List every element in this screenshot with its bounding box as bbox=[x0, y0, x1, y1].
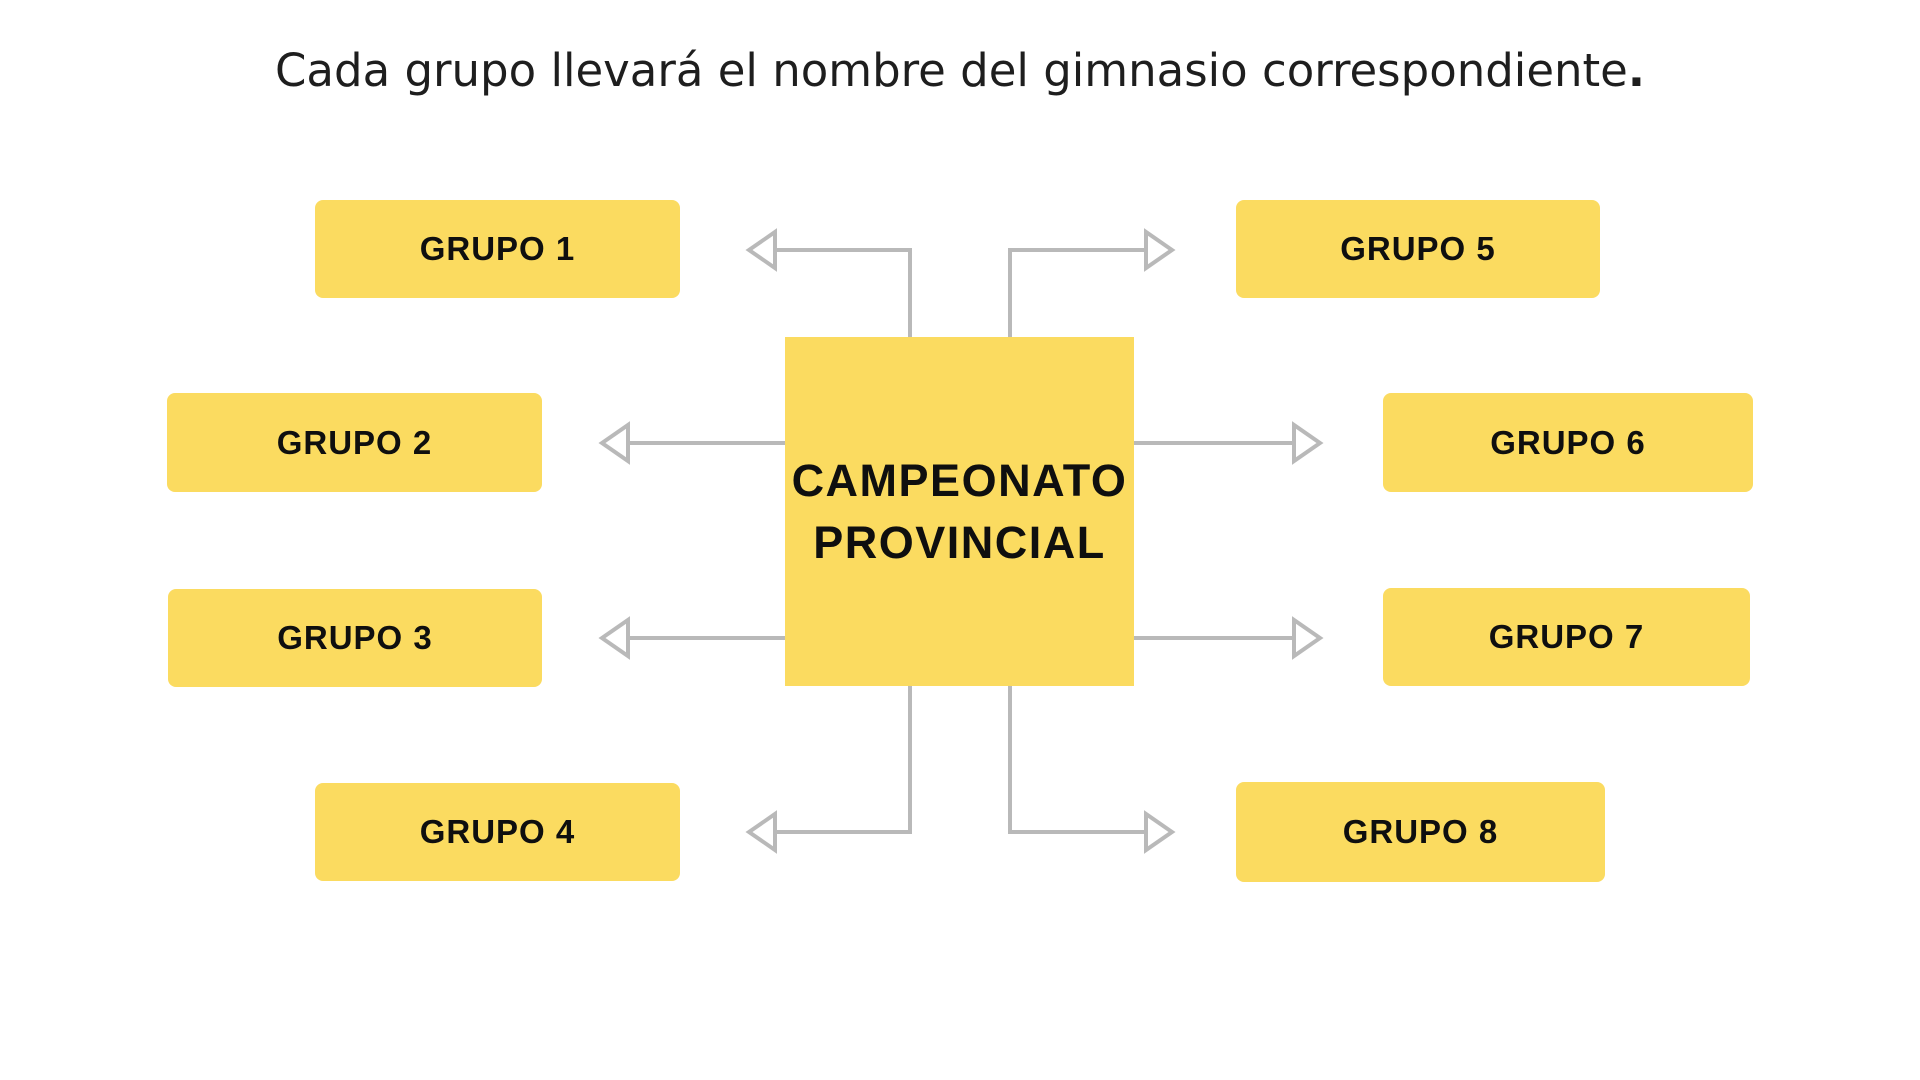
connector-grupo-3 bbox=[602, 620, 785, 656]
group-box-1-label: GRUPO 1 bbox=[419, 230, 576, 267]
group-box-8 bbox=[1236, 782, 1605, 882]
connector-grupo-5 bbox=[1010, 232, 1172, 337]
connector-grupo-1 bbox=[749, 232, 910, 337]
central-node-line2: PROVINCIAL bbox=[813, 516, 1106, 568]
group-box-5 bbox=[1236, 200, 1600, 298]
group-box-5-label: GRUPO 5 bbox=[1340, 230, 1496, 267]
group-box-7-label: GRUPO 7 bbox=[1488, 618, 1645, 655]
group-box-3-label: GRUPO 3 bbox=[277, 619, 433, 656]
connector-grupo-8 bbox=[1010, 686, 1172, 850]
group-box-1 bbox=[315, 200, 680, 298]
central-node-line1: CAMPEONATO bbox=[791, 454, 1128, 506]
page-title-text: Cada grupo llevará el nombre del gimnasio correspondiente bbox=[275, 44, 1628, 97]
page-title bbox=[0, 44, 1920, 97]
arrowhead-right-icon bbox=[1294, 425, 1320, 461]
connector-grupo-4 bbox=[749, 686, 910, 850]
arrowhead-left-icon bbox=[602, 620, 628, 656]
group-box-4-label: GRUPO 4 bbox=[419, 813, 576, 850]
connector-grupo-7 bbox=[1134, 620, 1320, 656]
arrowhead-left-icon bbox=[602, 425, 628, 461]
group-box-2-label: GRUPO 2 bbox=[276, 423, 433, 461]
group-box-6 bbox=[1383, 393, 1753, 492]
arrowhead-right-icon bbox=[1146, 814, 1172, 850]
connector-grupo-2 bbox=[602, 425, 785, 461]
page-title-period: . bbox=[1627, 44, 1645, 97]
group-box-2 bbox=[167, 393, 542, 492]
group-box-3 bbox=[168, 589, 542, 687]
arrowhead-left-icon bbox=[749, 232, 775, 268]
arrowhead-right-icon bbox=[1294, 620, 1320, 656]
group-box-4 bbox=[315, 783, 680, 881]
arrowhead-right-icon bbox=[1146, 232, 1172, 268]
group-box-6-label: GRUPO 6 bbox=[1490, 423, 1646, 461]
arrowhead-left-icon bbox=[749, 814, 775, 850]
group-box-8-label: GRUPO 8 bbox=[1342, 813, 1499, 850]
group-box-7 bbox=[1383, 588, 1750, 686]
central-node bbox=[785, 337, 1134, 686]
connector-grupo-6 bbox=[1134, 425, 1320, 461]
